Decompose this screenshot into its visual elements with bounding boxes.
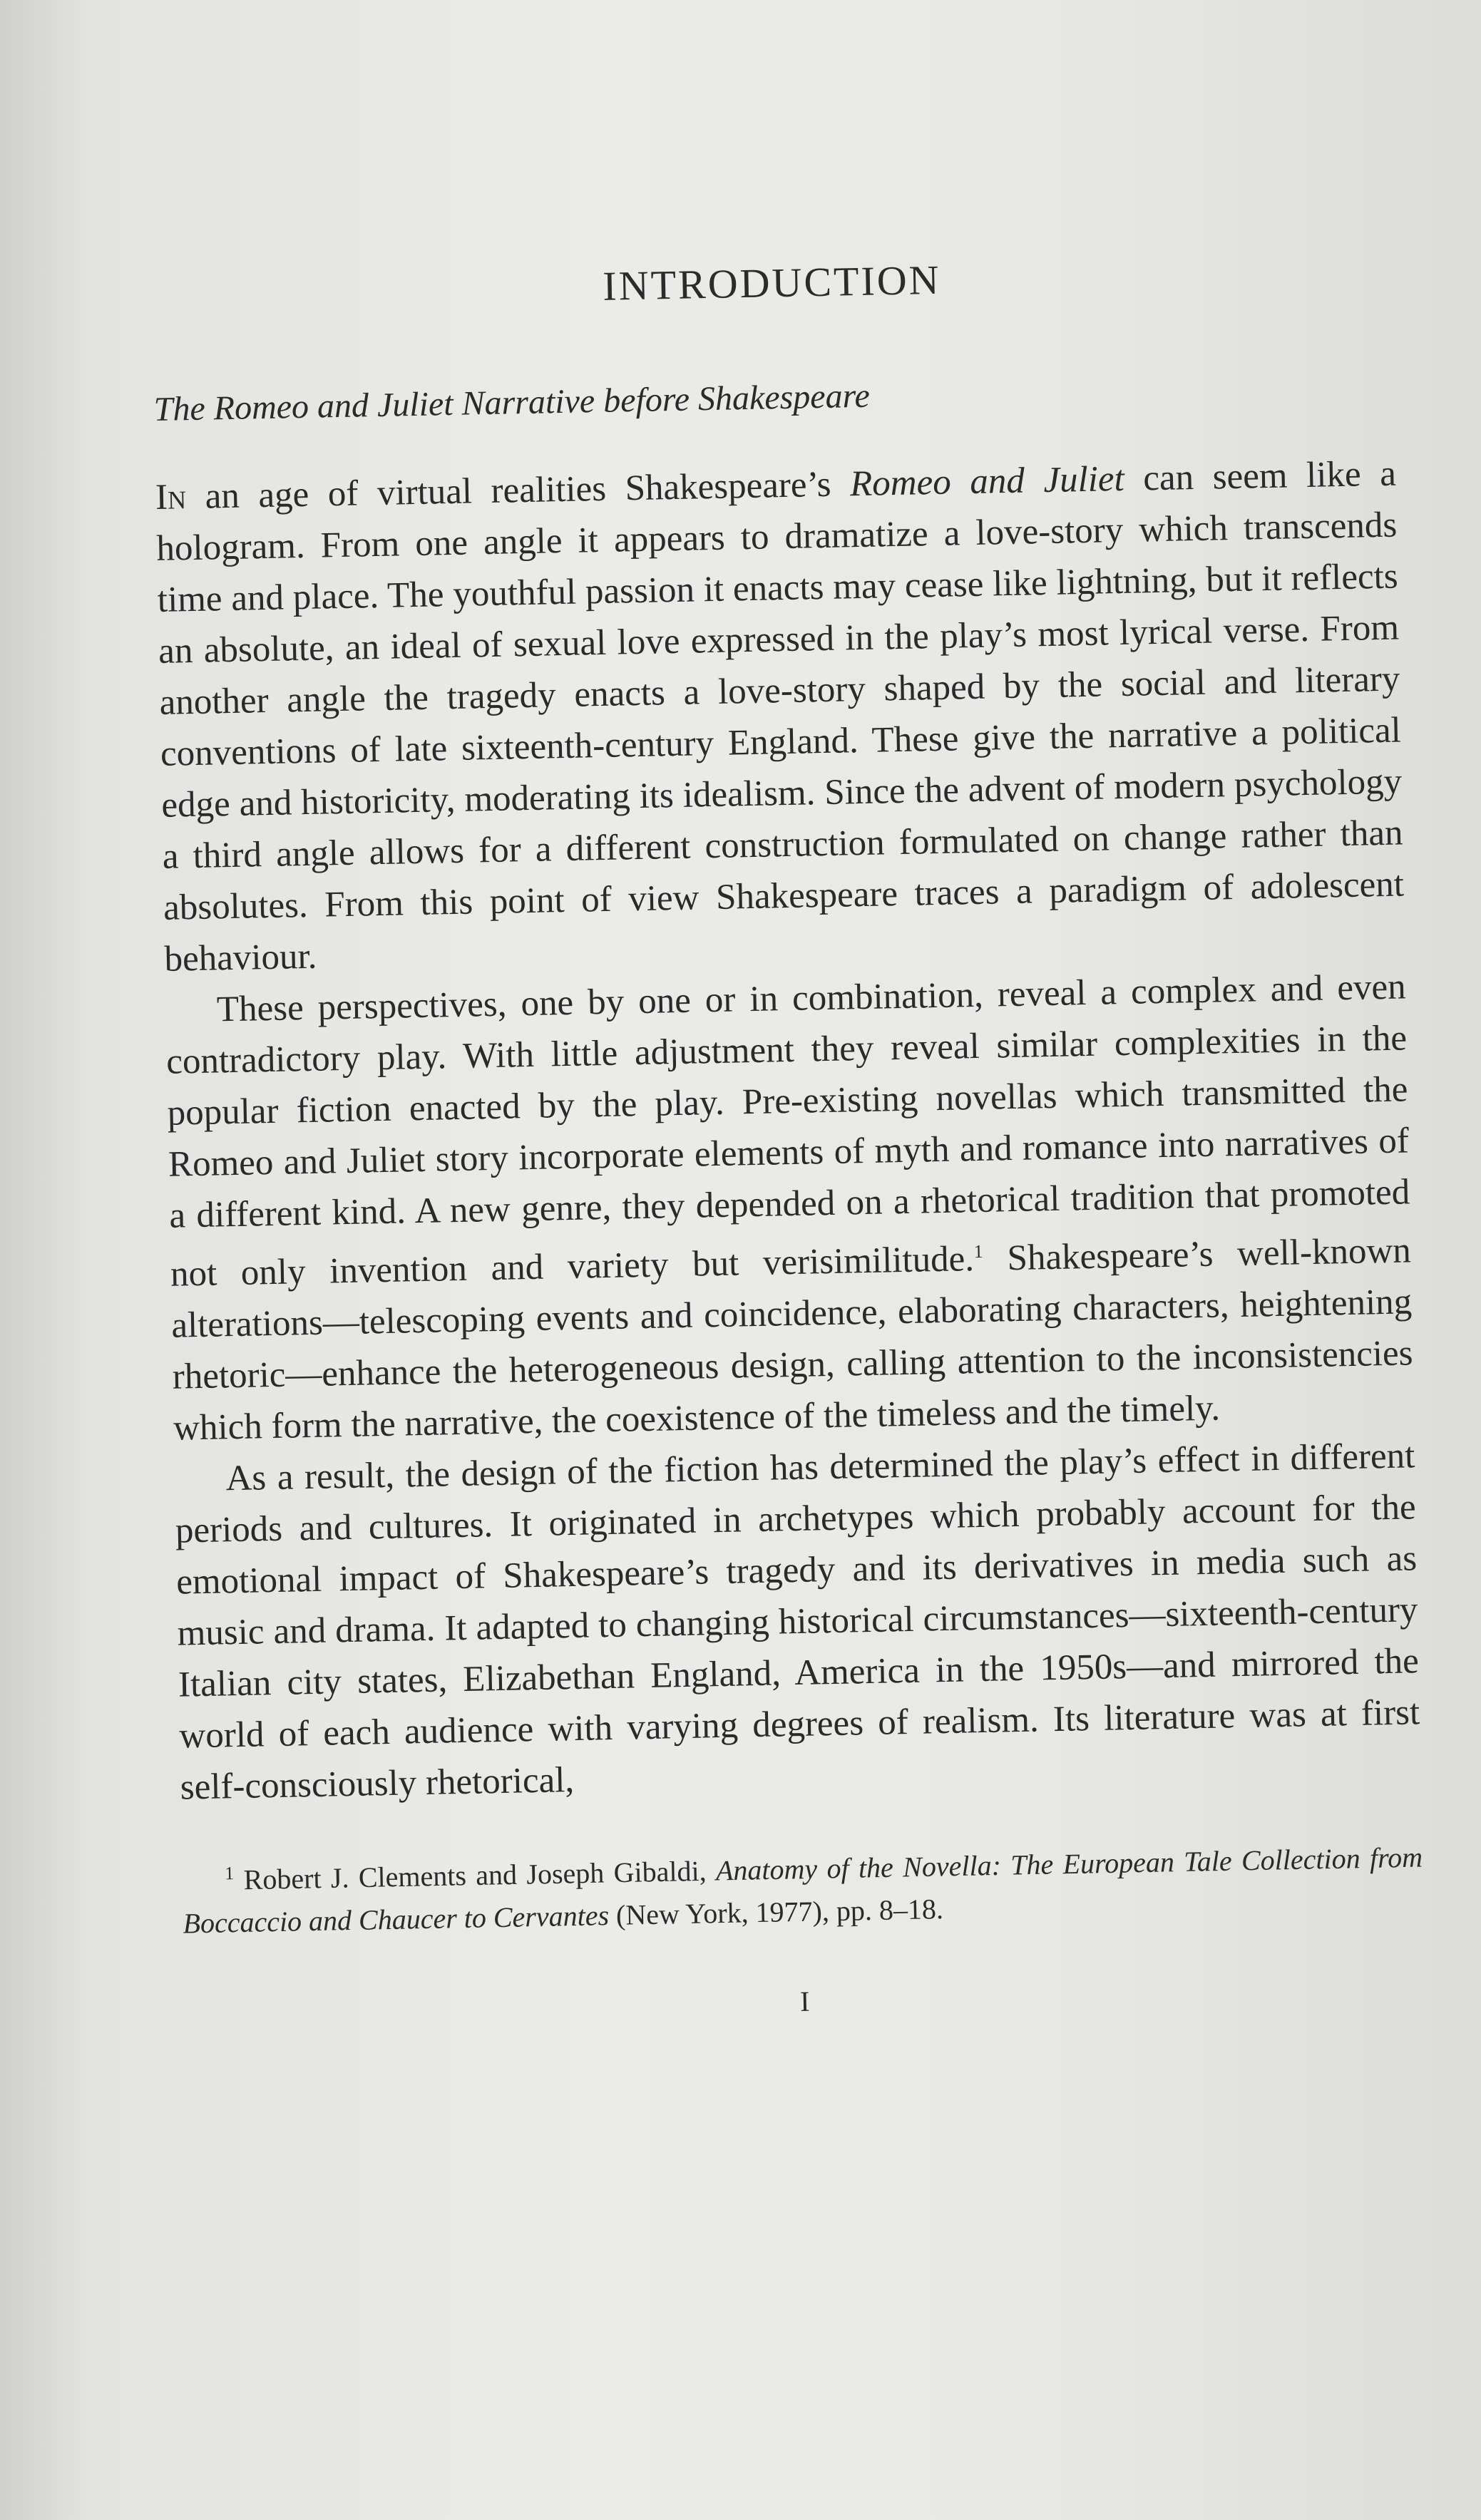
footnote-text-a: Robert J. Clements and Joseph Gibaldi, [233,1854,717,1896]
play-title: Romeo and Juliet [849,458,1125,505]
paragraph-2-text-b: Shakespeare’s well-known alterations—telescoping events and coincidence, elaborating characters, heightening rhetoric—enhance the heterogeneous design, calling attention to the inconsistencies which form the narrative, the coexistence of the timeless and the timely. [170,1230,1414,1449]
page-number: I [799,1985,810,2018]
chapter-title: INTRODUCTION [602,256,942,309]
footnote [182,1829,1424,1945]
footnote-text-b: (New York, 1977), pp. 8–18. [608,1893,944,1932]
text-block [151,247,1425,2030]
section-heading: The Romeo and Juliet Narrative before Shakespeare [153,376,871,428]
paragraph-2-text-a: These perspectives, one by one or in combination, reveal a complex and even contradictory play. With little adjustment they reveal similar complexities in the popular fiction enacted by the play. Pre-existing novellas which transmitted the Romeo and Juliet story incorporate elements of myth and romance into narratives of a different kind. A new genre, they depended on a rhetorical tradition that promoted not only invention and variety but verisimilitude. [165,967,1410,1295]
paragraph-2 [165,961,1414,1454]
footnote-book-title: Anatomy of the Novella: The European Tale Collection from Boccaccio and Chaucer to Cervantes [183,1841,1423,1940]
paragraph-1-text-a: an age of virtual realities Shakespeare’s [185,464,851,518]
paragraph-1-text-b: can seem like a hologram. From one angle it appears to dramatize a love-story which transcends time and place. The youthful passion it enacts may cease like lightning, but it reflects an absolute, an ideal of sexual love expressed in the play’s most lyrical verse. From another angle the tragedy enacts a love-story shaped by the social and literary conventions of late sixteenth-century England. These give the narrative a political edge and historicity, moderating its idealism. Since the advent of modern psychology a third angle allows for a different construction formulated on change rather than absolutes. From this point of view Shakespeare traces a paradigm of adolescent behaviour. [155,453,1405,979]
paragraph-1 [155,448,1405,985]
footnote-mark: 1 [224,1863,235,1884]
paragraph-1-drop-words: In [155,477,187,518]
paragraph-3: As a result, the design of the fiction has determined the play’s effect in different periods and cultures. It originated in archetypes which probably account for the emotional impact of Shakespeare’s tragedy and its derivatives in media such as music and drama. It adapted to changing historical circumstances—sixteenth-century Italian city states, Elizabethan England, America in the 1950s—and mirrored the world of each audience with varying degrees of realism. Its literature was at first self-consciously rhetorical, [175,1436,1420,1808]
footnote-reference: 1 [973,1240,983,1262]
